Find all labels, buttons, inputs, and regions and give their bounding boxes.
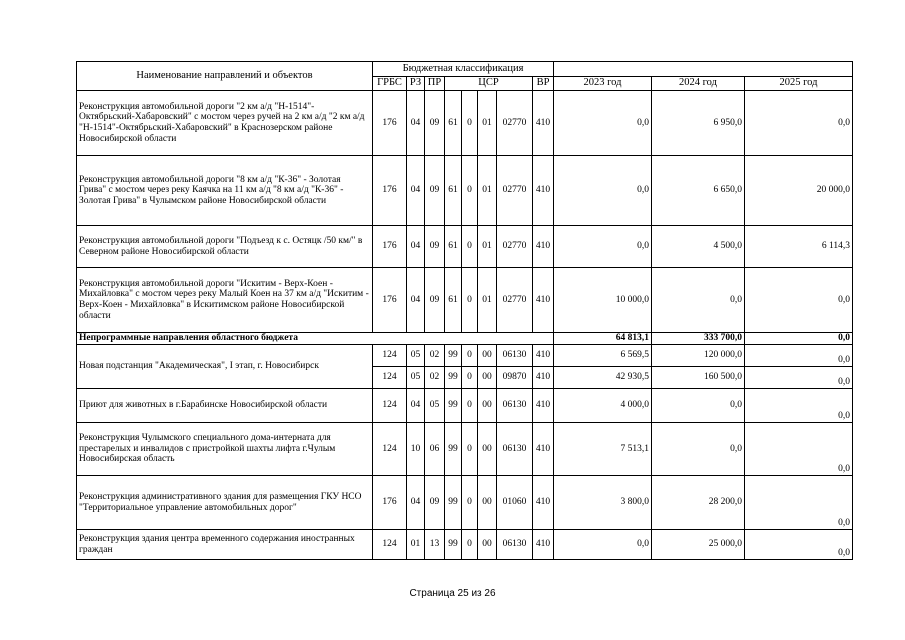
value-2023: 10 000,0 xyxy=(554,268,652,333)
csr-part-2: 0 xyxy=(462,156,478,226)
table-row xyxy=(77,226,853,268)
csr-part-1: 99 xyxy=(445,530,462,560)
header-row-1 xyxy=(77,62,853,77)
years-header-blank xyxy=(554,62,853,77)
value-2023: 7 513,1 xyxy=(554,423,652,476)
grbs-code: 176 xyxy=(373,156,407,226)
pr-code: 05 xyxy=(425,389,445,423)
value-2024: 0,0 xyxy=(652,268,745,333)
table-row xyxy=(77,476,853,530)
csr-part-4: 06130 xyxy=(497,423,533,476)
year-2023-header: 2023 год xyxy=(554,77,652,91)
csr-part-3: 00 xyxy=(478,530,497,560)
pr-code: 09 xyxy=(425,91,445,156)
csr-part-4: 06130 xyxy=(497,389,533,423)
value-2025: 0,0 xyxy=(745,91,853,156)
csr-part-2: 0 xyxy=(462,389,478,423)
budget-table xyxy=(76,61,853,560)
budget-table-sheet xyxy=(76,61,853,560)
csr-part-2: 0 xyxy=(462,367,478,389)
pr-code: 02 xyxy=(425,345,445,367)
vr-code: 410 xyxy=(533,476,554,530)
object-name: Реконструкция автомобильной дороги "2 км а/д "Н-1514"-Октябрьский-Хабаровский" с мостом через ручей на 2 км а/д "2 км а/д "Н-1514"-Октябрьский-Хабаровский" в Краснозерском районе Новосибирской области xyxy=(77,91,373,156)
section-value-2024: 333 700,0 xyxy=(652,333,745,345)
value-2025: 6 114,3 xyxy=(745,226,853,268)
value-2023: 0,0 xyxy=(554,226,652,268)
value-2024: 4 500,0 xyxy=(652,226,745,268)
csr-part-1: 99 xyxy=(445,345,462,367)
vr-header: ВР xyxy=(533,77,554,91)
csr-part-3: 00 xyxy=(478,367,497,389)
object-name: Реконструкция автомобильной дороги "Подъезд к с. Остяцк /50 км/" в Северном районе Новосибирской области xyxy=(77,226,373,268)
value-2025: 0,0 xyxy=(745,476,853,530)
grbs-code: 176 xyxy=(373,91,407,156)
csr-part-3: 00 xyxy=(478,345,497,367)
value-2023: 0,0 xyxy=(554,530,652,560)
csr-part-4: 02770 xyxy=(497,91,533,156)
value-2024: 120 000,0 xyxy=(652,345,745,367)
table-row xyxy=(77,268,853,333)
object-name: Реконструкция автомобильной дороги "Искитим - Верх-Коен - Михайловка" с мостом через реку Малый Коен на 37 км а/д "Искитим - Верх-Коен - Михайловка" в Искитимском районе Новосибирской области xyxy=(77,268,373,333)
csr-part-3: 01 xyxy=(478,226,497,268)
value-2024: 6 650,0 xyxy=(652,156,745,226)
object-name: Приют для животных в г.Барабинске Новосибирской области xyxy=(77,389,373,423)
vr-code: 410 xyxy=(533,91,554,156)
value-2024: 28 200,0 xyxy=(652,476,745,530)
csr-part-1: 99 xyxy=(445,389,462,423)
value-2025: 0,0 xyxy=(745,423,853,476)
pr-code: 09 xyxy=(425,268,445,333)
csr-part-3: 01 xyxy=(478,156,497,226)
value-2023: 4 000,0 xyxy=(554,389,652,423)
csr-part-4: 09870 xyxy=(497,367,533,389)
csr-part-3: 01 xyxy=(478,268,497,333)
budget-classification-header: Бюджетная классификация xyxy=(373,62,554,77)
rz-code: 05 xyxy=(407,367,425,389)
csr-part-4: 06130 xyxy=(497,345,533,367)
csr-part-4: 02770 xyxy=(497,156,533,226)
csr-part-2: 0 xyxy=(462,91,478,156)
page-number-footer: Страница 25 из 26 xyxy=(409,588,496,599)
csr-part-1: 61 xyxy=(445,156,462,226)
grbs-code: 176 xyxy=(373,476,407,530)
table-row xyxy=(77,91,853,156)
vr-code: 410 xyxy=(533,268,554,333)
value-2025: 0,0 xyxy=(745,530,853,560)
section-total-row xyxy=(77,333,853,345)
csr-part-2: 0 xyxy=(462,423,478,476)
grbs-code: 124 xyxy=(373,530,407,560)
rz-code: 04 xyxy=(407,156,425,226)
pr-code: 13 xyxy=(425,530,445,560)
value-2023: 3 800,0 xyxy=(554,476,652,530)
value-2025: 0,0 xyxy=(745,389,853,423)
pr-code: 09 xyxy=(425,476,445,530)
rz-code: 04 xyxy=(407,476,425,530)
value-2023: 42 930,5 xyxy=(554,367,652,389)
csr-part-3: 00 xyxy=(478,389,497,423)
csr-part-1: 99 xyxy=(445,367,462,389)
rz-code: 04 xyxy=(407,268,425,333)
vr-code: 410 xyxy=(533,345,554,367)
name-column-header: Наименование направлений и объектов xyxy=(77,62,373,91)
value-2024: 6 950,0 xyxy=(652,91,745,156)
table-row xyxy=(77,530,853,560)
value-2023: 0,0 xyxy=(554,91,652,156)
vr-code: 410 xyxy=(533,423,554,476)
pr-code: 06 xyxy=(425,423,445,476)
rz-code: 04 xyxy=(407,389,425,423)
value-2023: 0,0 xyxy=(554,156,652,226)
rz-code: 01 xyxy=(407,530,425,560)
value-2024: 160 500,0 xyxy=(652,367,745,389)
csr-part-1: 99 xyxy=(445,423,462,476)
table-row xyxy=(77,156,853,226)
section-name: Непрограммные направления областного бюджета xyxy=(77,333,554,345)
grbs-code: 124 xyxy=(373,345,407,367)
grbs-code: 176 xyxy=(373,268,407,333)
year-2024-header: 2024 год xyxy=(652,77,745,91)
csr-part-2: 0 xyxy=(462,226,478,268)
rz-header: РЗ xyxy=(407,77,425,91)
csr-part-2: 0 xyxy=(462,268,478,333)
value-2024: 25 000,0 xyxy=(652,530,745,560)
vr-code: 410 xyxy=(533,389,554,423)
csr-part-2: 0 xyxy=(462,345,478,367)
table-row xyxy=(77,423,853,476)
grbs-header: ГРБС xyxy=(373,77,407,91)
rz-code: 10 xyxy=(407,423,425,476)
pr-code: 02 xyxy=(425,367,445,389)
grbs-code: 124 xyxy=(373,367,407,389)
csr-part-4: 02770 xyxy=(497,226,533,268)
csr-part-4: 06130 xyxy=(497,530,533,560)
object-name: Новая подстанция "Академическая", I этап, г. Новосибирск xyxy=(77,345,373,389)
value-2024: 0,0 xyxy=(652,423,745,476)
object-name: Реконструкция здания центра временного содержания иностранных граждан xyxy=(77,530,373,560)
vr-code: 410 xyxy=(533,156,554,226)
section-value-2023: 64 813,1 xyxy=(554,333,652,345)
csr-part-3: 00 xyxy=(478,476,497,530)
csr-part-2: 0 xyxy=(462,530,478,560)
rz-code: 05 xyxy=(407,345,425,367)
pr-code: 09 xyxy=(425,156,445,226)
section-value-2025: 0,0 xyxy=(745,333,853,345)
rz-code: 04 xyxy=(407,91,425,156)
object-name: Реконструкция Чулымского специального дома-интерната для престарелых и инвалидов с пристройкой шахты лифта г.Чулым Новосибирская область xyxy=(77,423,373,476)
csr-part-1: 61 xyxy=(445,91,462,156)
grbs-code: 124 xyxy=(373,423,407,476)
table-row xyxy=(77,345,853,367)
object-name: Реконструкция административного здания для размещения ГКУ НСО "Территориальное управление автомобильных дорог" xyxy=(77,476,373,530)
grbs-code: 176 xyxy=(373,226,407,268)
csr-part-3: 01 xyxy=(478,91,497,156)
value-2025: 0,0 xyxy=(745,367,853,389)
csr-part-2: 0 xyxy=(462,476,478,530)
value-2025: 20 000,0 xyxy=(745,156,853,226)
object-name: Реконструкция автомобильной дороги "8 км а/д "К-36" - Золотая Грива" с мостом через реку Каячка на 11 км а/д "8 км а/д "К-36" - Золотая Грива" в Чулымском районе Новосибирской области xyxy=(77,156,373,226)
value-2025: 0,0 xyxy=(745,345,853,367)
csr-part-1: 99 xyxy=(445,476,462,530)
csr-part-1: 61 xyxy=(445,268,462,333)
pr-code: 09 xyxy=(425,226,445,268)
csr-part-4: 02770 xyxy=(497,268,533,333)
table-row xyxy=(77,389,853,423)
grbs-code: 124 xyxy=(373,389,407,423)
csr-part-4: 01060 xyxy=(497,476,533,530)
value-2024: 0,0 xyxy=(652,389,745,423)
value-2023: 6 569,5 xyxy=(554,345,652,367)
pr-header: ПР xyxy=(425,77,445,91)
csr-header: ЦСР xyxy=(445,77,533,91)
value-2025: 0,0 xyxy=(745,268,853,333)
vr-code: 410 xyxy=(533,367,554,389)
vr-code: 410 xyxy=(533,226,554,268)
year-2025-header: 2025 год xyxy=(745,77,853,91)
rz-code: 04 xyxy=(407,226,425,268)
vr-code: 410 xyxy=(533,530,554,560)
csr-part-1: 61 xyxy=(445,226,462,268)
csr-part-3: 00 xyxy=(478,423,497,476)
